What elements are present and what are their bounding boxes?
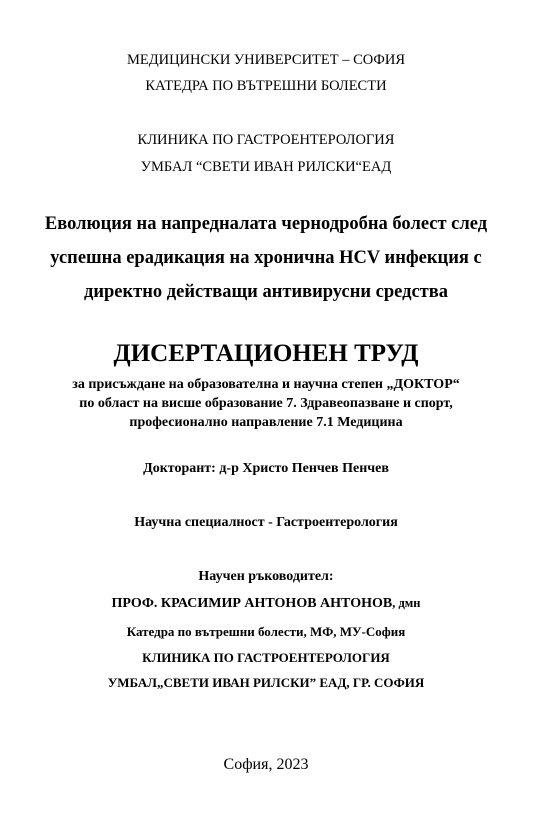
supervisor-label: Научен ръководител: xyxy=(198,569,334,584)
supervisor-name-line xyxy=(0,597,532,611)
supervisor-degree: , дмн xyxy=(392,596,421,610)
place-and-year: София, 2023 xyxy=(223,756,309,773)
supervisor-clinic: КЛИНИКА ПО ГАСТРОЕНТЕРОЛОГИЯ xyxy=(142,650,390,665)
scientific-specialty: Научна специалност - Гастроентерология xyxy=(134,515,398,530)
doctoral-candidate: Докторант: д-р Христо Пенчев Пенчев xyxy=(143,461,389,476)
dissertation-heading: ДИСЕРТАЦИОНЕН ТРУД xyxy=(113,340,419,367)
thesis-title-line-2: успешна ерадикация на хронична HCV инфекция с xyxy=(50,248,482,268)
thesis-title-line-1: Еволюция на напредналата чернодробна болест след xyxy=(44,214,488,234)
degree-purpose-line-1: за присъждане на образователна и научна степен „ДОКТОР“ xyxy=(72,377,460,392)
clinic-name: КЛИНИКА ПО ГАСТРОЕНТЕРОЛОГИЯ xyxy=(137,132,395,148)
supervisor-name: ПРОФ. КРАСИМИР АНТОНОВ АНТОНОВ xyxy=(111,596,393,611)
supervisor-hospital: УМБАЛ„СВЕТИ ИВАН РИЛСКИ” ЕАД, ГР. СОФИЯ xyxy=(107,675,425,690)
hospital-name: УМБАЛ “СВЕТИ ИВАН РИЛСКИ“ЕАД xyxy=(140,159,392,175)
thesis-title-line-3: директно действащи антивирусни средства xyxy=(83,282,449,302)
degree-purpose-line-2: по област на висше образование 7. Здравеопазване и спорт, xyxy=(79,396,453,411)
degree-purpose-line-3: професионално направление 7.1 Медицина xyxy=(129,415,403,430)
supervisor-department: Катедра по вътрешни болести, МФ, МУ-София xyxy=(126,624,406,639)
department-name: КАТЕДРА ПО ВЪТРЕШНИ БОЛЕСТИ xyxy=(145,78,387,94)
university-name: МЕДИЦИНСКИ УНИВЕРСИТЕТ – СОФИЯ xyxy=(126,52,406,68)
